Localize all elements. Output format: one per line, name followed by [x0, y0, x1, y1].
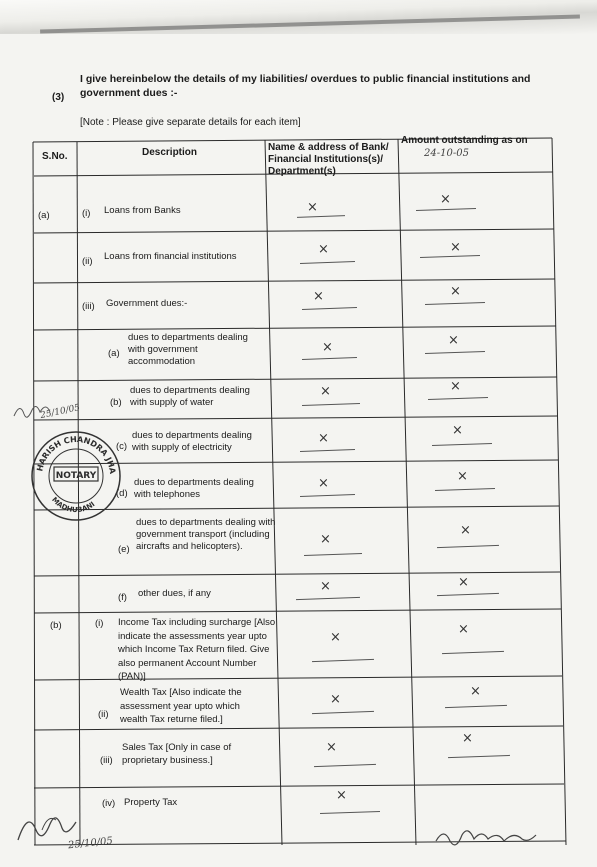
row-number: (ii): [82, 256, 93, 267]
row-description: Loans from Banks: [104, 205, 181, 216]
row-description: dues to departments dealing with government accommodation: [128, 332, 248, 367]
row-description: dues to departments dealing with government transport (including aircrafts and helicopters).: [136, 517, 276, 552]
row-number: (a): [108, 348, 120, 359]
section-heading: I give hereinbelow the details of my liabilities/ overdues to public financial institutions and government dues :-: [80, 73, 531, 99]
row-name-mark: ×: [307, 200, 318, 215]
header-amount-date: 24-10-05: [424, 148, 469, 159]
signature-right: [430, 815, 560, 855]
row-name-mark: ×: [313, 289, 324, 304]
row-amount-mark: ×: [450, 240, 461, 255]
row-amount-mark: ×: [458, 622, 469, 637]
row-name-mark: ×: [330, 692, 341, 707]
row-description: dues to departments dealing with supply of electricity: [132, 430, 252, 453]
row-number: (f): [118, 592, 127, 603]
row-sno: (b): [50, 620, 62, 631]
row-amount-mark: ×: [452, 423, 463, 438]
header-name-address: Name & address of Bank/ Financial Institutions(s)/ Department(s): [268, 142, 389, 177]
row-description: Government dues:-: [106, 298, 188, 309]
row-description: Loans from financial institutions: [104, 251, 237, 262]
signature-left: [12, 800, 132, 860]
row-name-mark: ×: [322, 340, 333, 355]
row-description: other dues, if any: [138, 588, 211, 599]
row-name-mark: ×: [318, 242, 329, 257]
row-name-mark: ×: [336, 788, 347, 803]
row-amount-mark: ×: [450, 284, 461, 299]
row-amount-mark: ×: [457, 469, 468, 484]
section-note: [Note : Please give separate details for each item]: [80, 117, 301, 128]
row-description: Sales Tax [Only in case of proprietary business.]: [122, 742, 232, 766]
row-amount-mark: ×: [462, 731, 473, 746]
row-number: (ii): [98, 709, 109, 720]
header-description: Description: [142, 147, 198, 158]
row-sno: (a): [38, 210, 50, 221]
row-name-mark: ×: [318, 431, 329, 446]
row-amount-mark: ×: [460, 523, 471, 538]
row-description: dues to departments dealing with supply of water: [130, 385, 250, 408]
row-amount-mark: ×: [440, 192, 451, 207]
row-number: (e): [118, 544, 130, 555]
row-number: (d): [116, 488, 128, 499]
row-name-mark: ×: [320, 579, 331, 594]
svg-text:HARISH CHANDRA JHA: [35, 435, 117, 475]
header-amount: Amount outstanding as on: [401, 135, 528, 146]
row-amount-mark: ×: [448, 333, 459, 348]
stamp-place: MADHUBANI: [50, 495, 97, 515]
section-number: (3): [52, 92, 65, 103]
row-number: (i): [95, 618, 104, 629]
header-sno: S.No.: [42, 151, 68, 162]
row-number: (iv): [102, 798, 116, 809]
stamp-name: HARISH CHANDRA JHA: [35, 434, 118, 475]
svg-text:MADHUBANI: [50, 496, 96, 514]
notary-stamp: [30, 430, 122, 522]
row-number: (iii): [82, 301, 95, 312]
row-name-mark: ×: [320, 532, 331, 547]
notary-date: 25/10/05: [39, 402, 82, 422]
row-description: Property Tax: [124, 797, 178, 808]
row-amount-mark: ×: [458, 575, 469, 590]
row-amount-mark: ×: [450, 379, 461, 394]
row-name-mark: ×: [326, 740, 337, 755]
row-name-mark: ×: [318, 476, 329, 491]
stamp-title: NOTARY: [55, 471, 97, 481]
row-name-mark: ×: [330, 630, 341, 645]
row-number: (b): [110, 397, 122, 408]
row-name-mark: ×: [320, 384, 331, 399]
row-number: (c): [116, 441, 128, 452]
row-number: (i): [82, 208, 91, 219]
row-description: Wealth Tax [Also indicate the assessment year upto which wealth Tax returne filed.]: [120, 687, 242, 725]
row-amount-mark: ×: [470, 684, 481, 699]
row-description: dues to departments dealing with telephones: [134, 477, 254, 500]
row-number: (iii): [100, 755, 113, 766]
row-description: Income Tax including surcharge [Also indicate the assessments year upto which Income Tax Return filed. Give also permanent Account Number (PAN)]: [118, 617, 276, 682]
signature-date: 25/10/05: [67, 835, 114, 852]
